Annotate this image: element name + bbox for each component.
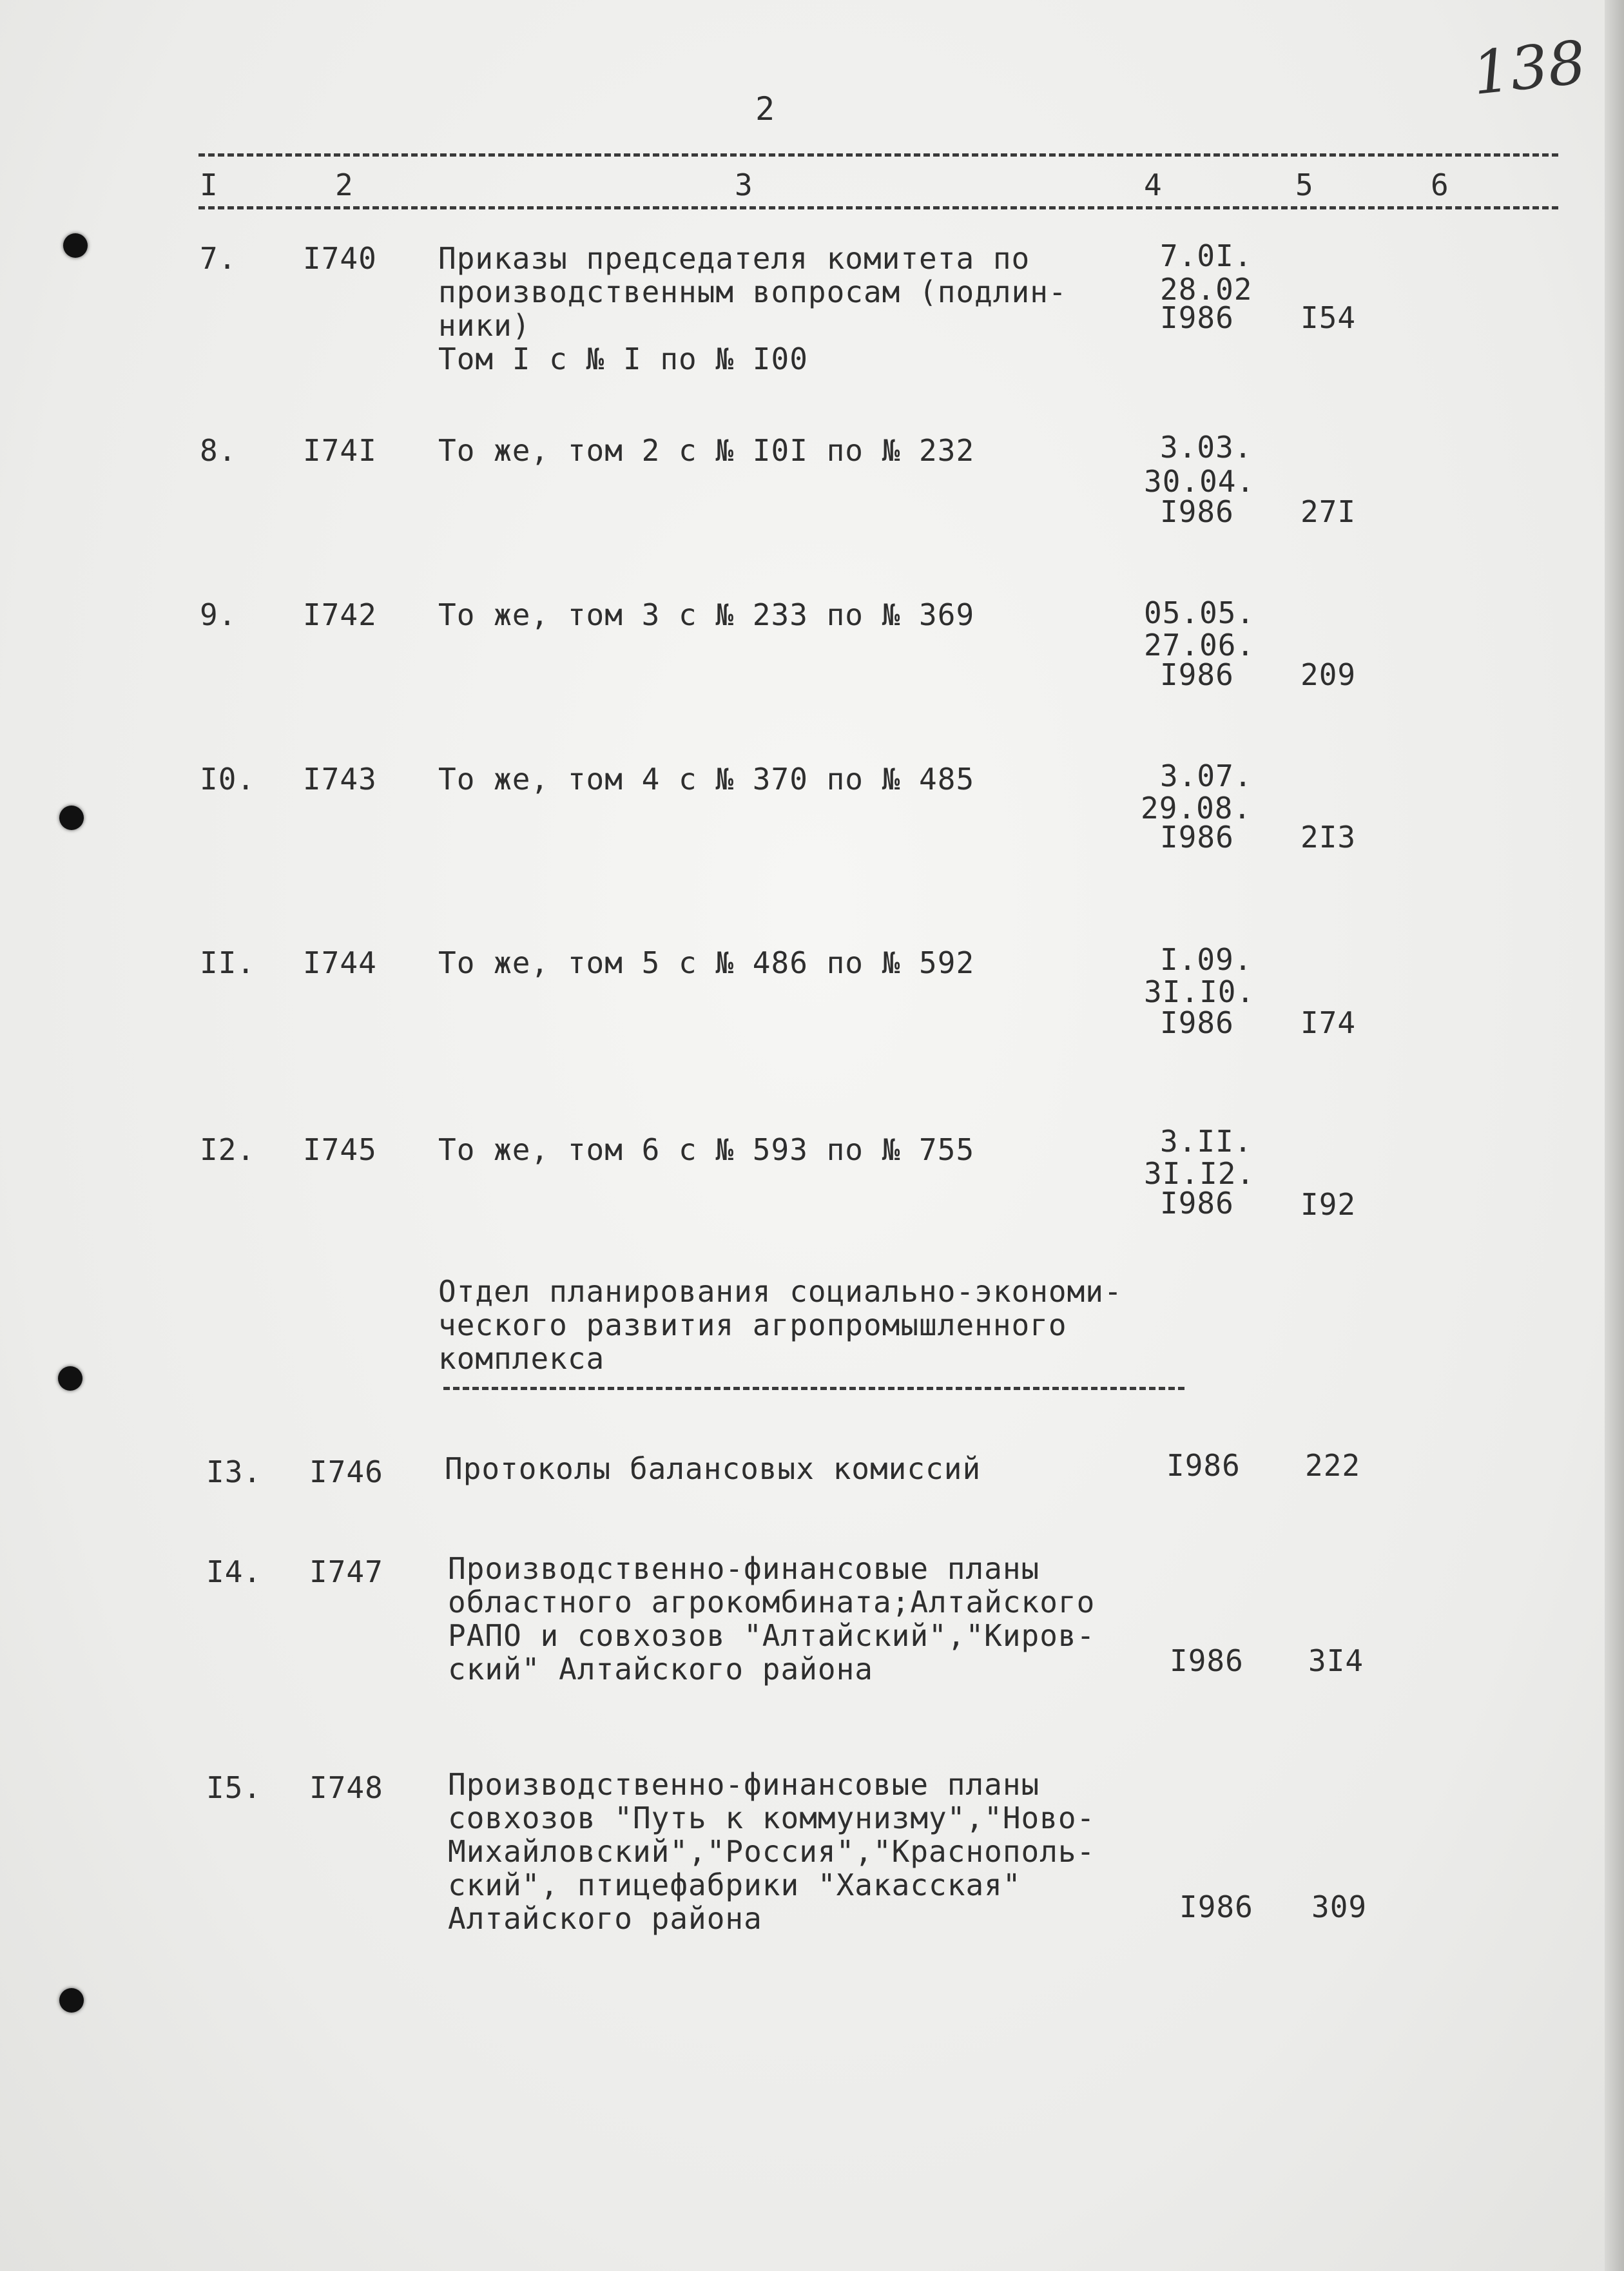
row-number: 9. [200,597,237,632]
file-number: I744 [303,945,377,980]
sheet-count: 309 [1311,1889,1368,1924]
row-number: 8. [200,433,237,468]
header-rule-bottom [198,206,1558,209]
title-line: Том I с № I по № I00 [438,342,808,376]
file-number: I743 [303,762,377,797]
date-line: 05.05. [1144,595,1255,630]
date-line: I986 [1160,494,1234,529]
file-number: I74I [303,433,377,468]
title-line: Производственно-финансовые планы [448,1767,1040,1802]
column-header-1: I [200,168,218,202]
title-line: То же, том 4 с № 370 по № 485 [438,762,975,797]
page-edge-shadow [1605,0,1624,2271]
row-number: I3. [206,1454,262,1489]
section-heading-underline [443,1387,1184,1390]
title-line: производственным вопросам (подлин- [438,275,1067,309]
file-number: I747 [309,1554,383,1589]
column-header-6: 6 [1431,168,1449,202]
row-number: I0. [200,762,256,797]
archive-page-number: 138 [1469,28,1589,108]
page-number: 2 [755,90,776,128]
row-number: I2. [200,1132,256,1167]
date-line: 3.03. [1160,430,1253,465]
row-number: I5. [206,1770,262,1805]
column-header-4: 4 [1144,168,1163,202]
sheet-count: I74 [1300,1005,1357,1040]
sheet-count: 209 [1300,657,1357,692]
file-number: I742 [303,597,377,632]
date-line: 30.04. [1144,464,1255,499]
column-header-5: 5 [1295,168,1314,202]
date-line: 3.07. [1160,759,1253,793]
title-line: совхозов "Путь к коммунизму","Ново- [448,1801,1096,1835]
title-line: То же, том 3 с № 233 по № 369 [438,597,975,632]
title-line: РАПО и совхозов "Алтайский","Киров- [448,1618,1096,1653]
binder-hole [59,806,84,830]
date-line: 28.02 [1160,272,1253,307]
title-line: То же, том 2 с № I0I по № 232 [438,433,975,468]
row-number: I4. [206,1554,262,1589]
date-line: 7.0I. [1160,238,1253,273]
date-line: I986 [1160,657,1234,692]
date-line: I986 [1170,1643,1244,1678]
title-line: То же, том 6 с № 593 по № 755 [438,1132,975,1167]
section-heading-line: ческого развития агропромышленного [438,1308,1067,1342]
date-line: 3I.I0. [1144,974,1255,1009]
sheet-count: I92 [1300,1187,1357,1222]
title-line: ский", птицефабрики "Хакасская" [448,1868,1021,1902]
binder-hole [58,1366,82,1391]
binder-hole [59,1988,84,2013]
file-number: I748 [309,1770,383,1805]
file-number: I745 [303,1132,377,1167]
date-line: 3.II. [1160,1124,1253,1159]
title-line: То же, том 5 с № 486 по № 592 [438,945,975,980]
column-header-3: 3 [735,168,753,202]
section-heading-line: комплекса [438,1341,605,1376]
date-line: 3I.I2. [1144,1156,1255,1191]
row-number: 7. [200,241,237,276]
date-line: I.09. [1160,942,1253,977]
sheet-count: I54 [1300,300,1357,335]
file-number: I746 [309,1454,383,1489]
date-line: I986 [1160,1005,1234,1040]
binder-hole [63,233,88,258]
sheet-count: 222 [1305,1448,1361,1483]
date-line: I986 [1160,1186,1234,1221]
header-rule-top [198,153,1558,157]
sheet-count: 2I3 [1300,820,1357,855]
date-line: I986 [1160,300,1234,335]
date-line: I986 [1166,1448,1241,1483]
title-line: ский" Алтайского района [448,1652,873,1686]
title-line: ники) [438,308,531,343]
title-line: Алтайского района [448,1901,762,1936]
title-line: Производственно-финансовые планы [448,1551,1040,1586]
title-line: Михайловский","Россия","Краснополь- [448,1834,1096,1869]
section-heading-line: Отдел планирования социально-экономи- [438,1274,1123,1309]
title-line: Протоколы балансовых комиссий [445,1451,981,1486]
row-number: II. [200,945,256,980]
date-line: 27.06. [1144,628,1255,662]
title-line: Приказы председателя комитета по [438,241,1030,276]
date-line: I986 [1160,820,1234,855]
date-line: 29.08. [1141,791,1252,826]
column-header-2: 2 [335,168,354,202]
title-line: областного агрокомбината;Алтайского [448,1585,1096,1619]
sheet-count: 27I [1300,494,1357,529]
sheet-count: 3I4 [1308,1643,1364,1678]
date-line: I986 [1179,1889,1253,1924]
file-number: I740 [303,241,377,276]
